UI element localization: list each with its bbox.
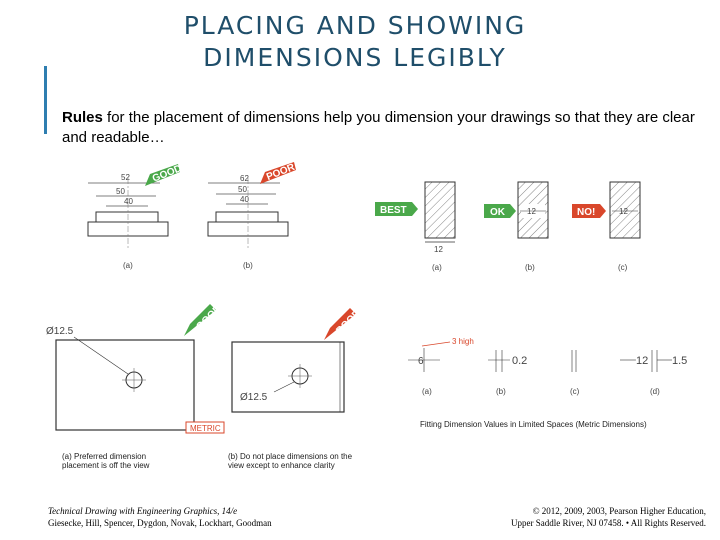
no-dim: 12	[619, 207, 628, 216]
view-preferred	[46, 326, 194, 430]
caption-a: (a) Preferred dimension placement is off the view	[62, 452, 150, 470]
fig2-label-a: (a)	[432, 263, 442, 272]
footer-right	[511, 505, 706, 529]
fig2-label-b: (b)	[525, 263, 535, 272]
figure-hole-dimension-placement	[44, 300, 374, 440]
fig4-label-a: (a)	[422, 387, 432, 396]
fig2-label-c: (c)	[618, 263, 628, 272]
view-no	[572, 182, 640, 272]
slide-title	[150, 10, 560, 74]
svg-text:POOR: POOR	[264, 161, 297, 184]
fig4-label-d: (d)	[650, 387, 660, 396]
fig4-label-b: (b)	[496, 387, 506, 396]
poor-tag-2	[324, 307, 363, 340]
figure-dimension-inside-outside	[370, 176, 670, 276]
dim-b-3: 40	[240, 195, 249, 204]
caption-b: (b) Do not place dimensions on the view except to enhance clarity	[228, 452, 353, 470]
fig4-label-c: (c)	[570, 387, 580, 396]
fig4-caption: Fitting Dimension Values in Limited Spaces (Metric Dimensions)	[420, 420, 647, 429]
no-tag: NO!	[577, 207, 596, 218]
view-4c	[570, 350, 580, 396]
metric-label: METRIC	[190, 424, 221, 433]
dim-a-3: 40	[124, 197, 133, 206]
ok-tag: OK	[490, 207, 505, 218]
svg-text:GOOD: GOOD	[194, 303, 224, 333]
view-best	[375, 182, 455, 272]
figure-stacked-dimensions	[60, 158, 297, 278]
body-bold: Rules	[62, 109, 103, 126]
footer-left	[48, 505, 272, 529]
dim-a-1: 52	[121, 173, 130, 182]
dim-b-2: 50	[238, 185, 247, 194]
footer-rights: Upper Saddle River, NJ 07458. • All Rights Reserved.	[510, 518, 706, 528]
value-0-2: 0.2	[512, 355, 528, 367]
title-line-1: PLACING AND SHOWING	[183, 11, 527, 40]
footer-book-title: Technical Drawing with Engineering Graphics, 14/e	[48, 506, 238, 516]
best-tag: BEST	[380, 205, 407, 216]
value-1-5: 1.5	[672, 355, 688, 367]
dia-b: Ø12.5	[240, 392, 268, 403]
figure-limited-spaces	[400, 328, 700, 408]
footer-copyright: © 2012, 2009, 2003, Pearson Higher Education,	[532, 506, 706, 516]
view-4d	[620, 350, 687, 396]
best-dim: 12	[434, 245, 443, 254]
title-line-2: DIMENSIONS LEGIBLY	[203, 43, 507, 72]
dim-a-2: 50	[116, 187, 125, 196]
view-ok	[484, 182, 548, 272]
value-12: 12	[636, 355, 649, 367]
view-4a	[408, 337, 474, 396]
svg-text:GOOD: GOOD	[150, 163, 184, 185]
note-3-high: 3 high	[452, 337, 474, 346]
accent-bar	[44, 66, 47, 134]
svg-text:POOR: POOR	[334, 308, 363, 337]
ok-dim: 12	[527, 207, 536, 216]
good-tag	[145, 163, 183, 186]
dim-b-1: 62	[240, 174, 249, 183]
dia-a: Ø12.5	[46, 326, 74, 337]
good-tag-2	[184, 303, 224, 336]
view-a	[88, 173, 168, 270]
value-6: 6	[418, 356, 424, 367]
body-text	[62, 108, 712, 148]
poor-tag	[260, 162, 297, 184]
footer-authors: Giesecke, Hill, Spencer, Dygdon, Novak, Lockhart, Goodman	[48, 518, 272, 528]
fig1-label-b: (b)	[243, 261, 253, 270]
view-on-view	[186, 342, 344, 433]
view-4b	[488, 350, 527, 396]
view-b	[208, 174, 288, 270]
fig1-label-a: (a)	[123, 261, 133, 270]
body-rest: for the placement of dimensions help you dimension your drawings so that they are clear and readable…	[62, 109, 695, 146]
